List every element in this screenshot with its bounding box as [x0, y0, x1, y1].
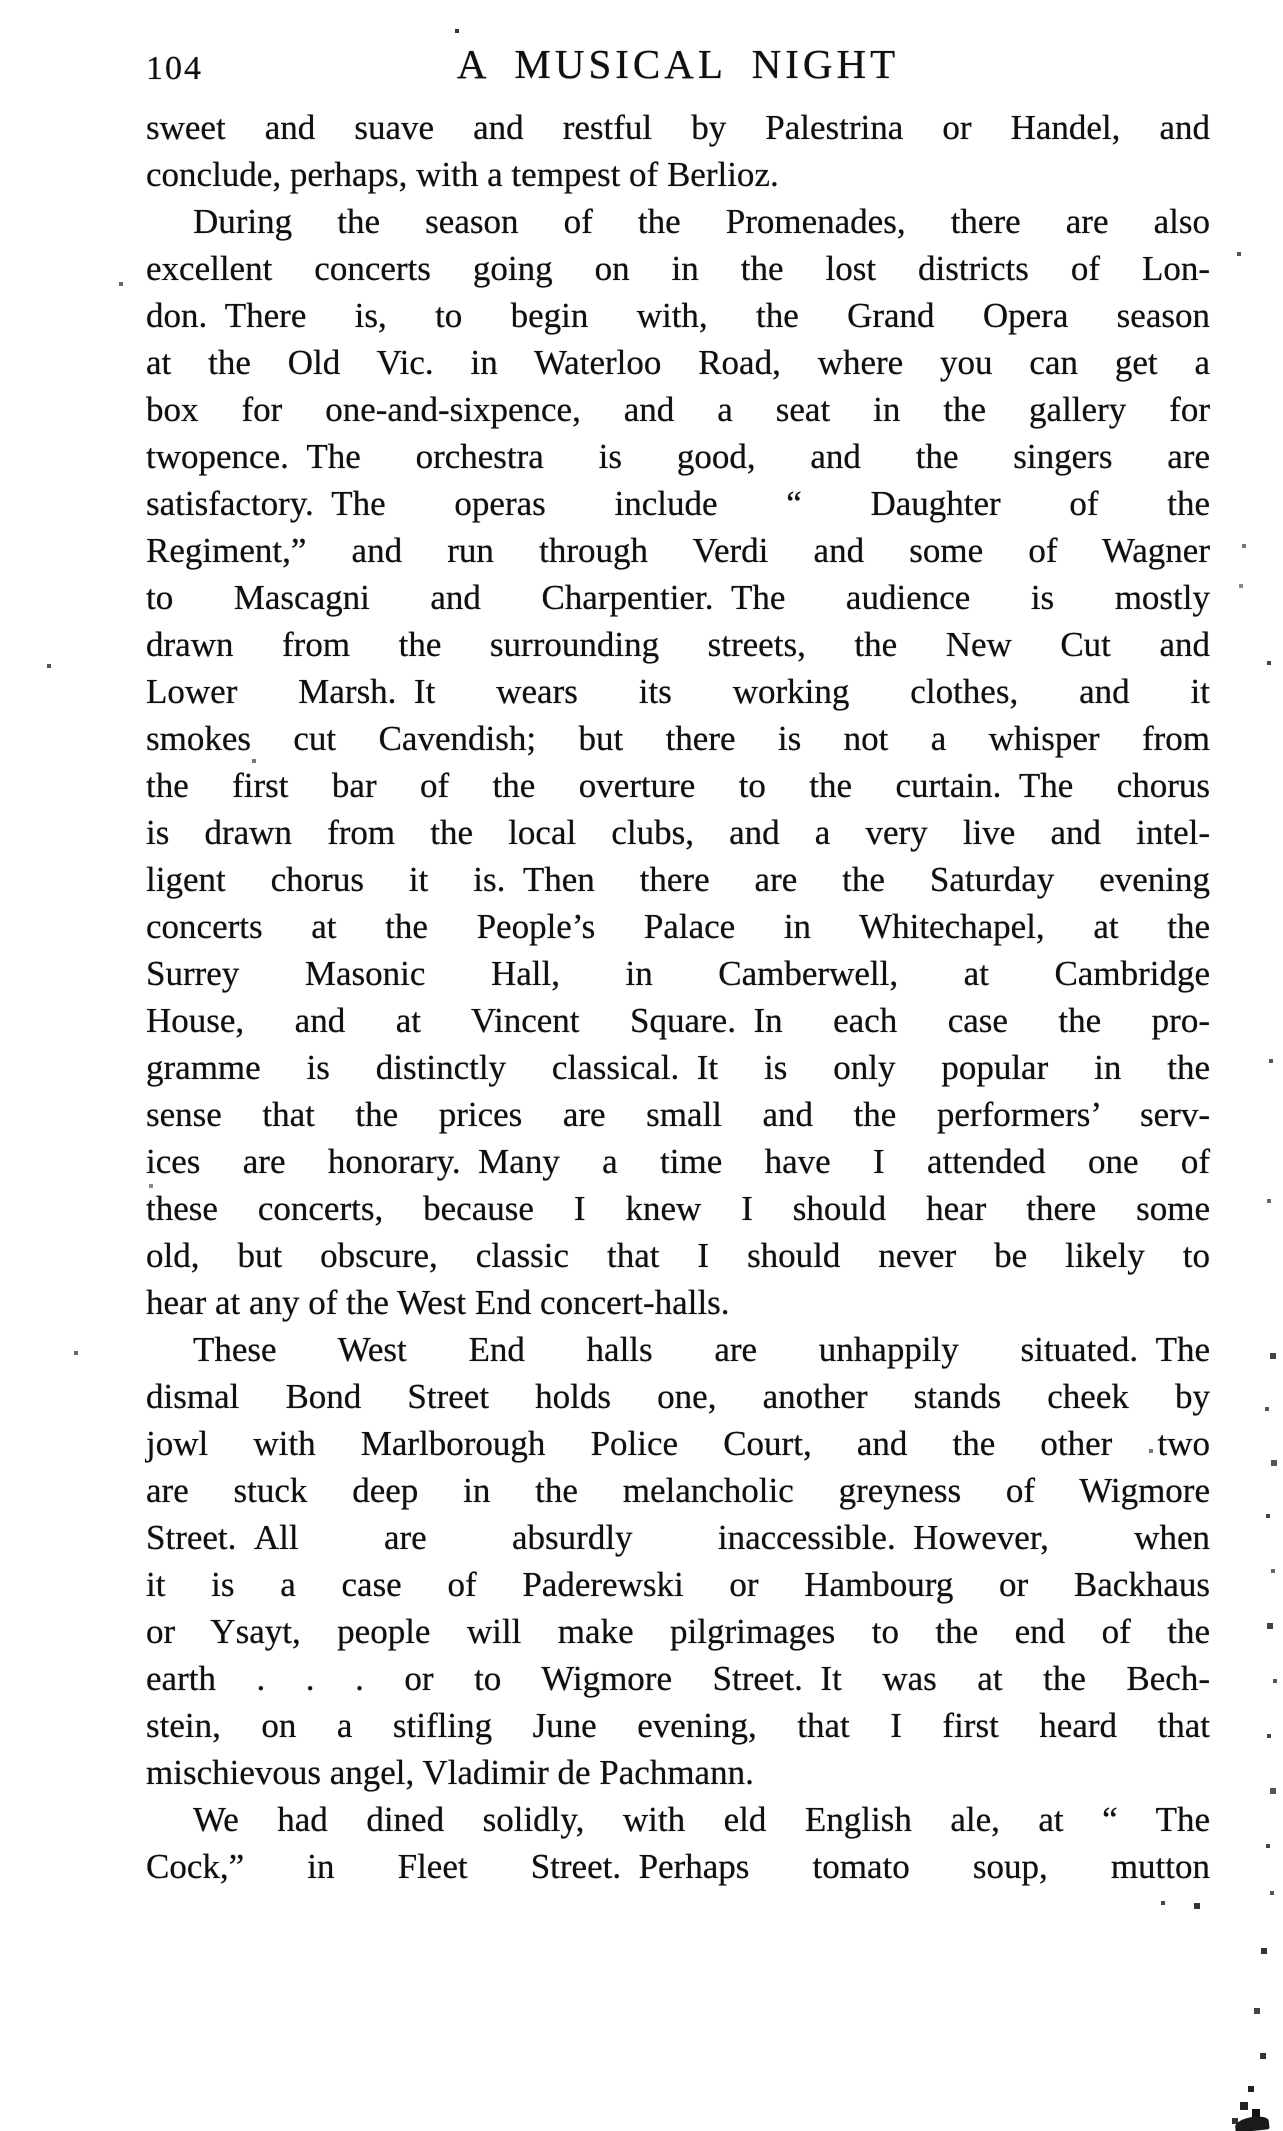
text-line: twopence. The orchestra is good, and the singers are — [146, 437, 1210, 476]
text-line: gramme is distinctly classical. It is only popular in the — [146, 1048, 1210, 1087]
text-line: satisfactory. The operas include “ Daughter of the — [146, 484, 1210, 523]
text-line: Regiment,” and run through Verdi and some of Wagner — [146, 531, 1210, 570]
text-line: During the season of the Promenades, there are also — [193, 202, 1210, 241]
text-line: it is a case of Paderewski or Hambourg or Backhaus — [146, 1565, 1210, 1604]
text-line: Cock,” in Fleet Street. Perhaps tomato soup, mutton — [146, 1847, 1210, 1886]
text-line: ligent chorus it is. Then there are the Saturday evening — [146, 860, 1210, 899]
text-line: the first bar of the overture to the curtain. The chorus — [146, 766, 1210, 805]
text-line: concerts at the People’s Palace in Whitechapel, at the — [146, 907, 1210, 946]
text-line: old, but obscure, classic that I should never be likely to — [146, 1236, 1210, 1275]
text-line: to Mascagni and Charpentier. The audience is mostly — [146, 578, 1210, 617]
page-number: 104 — [146, 50, 203, 87]
text-line: dismal Bond Street holds one, another stands cheek by — [146, 1377, 1210, 1416]
text-line: is drawn from the local clubs, and a very live and intel- — [146, 813, 1210, 852]
running-title: A MUSICAL NIGHT — [456, 41, 900, 87]
text-line: or Ysayt, people will make pilgrimages to the end of the — [146, 1612, 1210, 1651]
text-line: earth . . . or to Wigmore Street. It was at the Bech- — [146, 1659, 1210, 1698]
text-line: hear at any of the West End concert-halls. — [146, 1283, 730, 1322]
text-line: Street. All are absurdly inaccessible. However, when — [146, 1518, 1210, 1557]
text-line: sense that the prices are small and the performers’ serv- — [146, 1095, 1210, 1134]
text-line: don. There is, to begin with, the Grand Opera season — [146, 296, 1210, 335]
text-line: Lower Marsh. It wears its working clothes, and it — [146, 672, 1210, 711]
text-line: at the Old Vic. in Waterloo Road, where you can get a — [146, 343, 1210, 382]
scan-corner-blot — [1234, 2115, 1269, 2131]
body-text — [146, 104, 1210, 1890]
text-line: House, and at Vincent Square. In each case the pro- — [146, 1001, 1210, 1040]
text-line: jowl with Marlborough Police Court, and the other two — [146, 1424, 1210, 1463]
text-line: We had dined solidly, with еld English ale, at “ The — [193, 1800, 1210, 1839]
text-line: These West End halls are unhappily situated. The — [193, 1330, 1210, 1369]
text-line: Surrey Masonic Hall, in Camberwell, at Cambridge — [146, 954, 1210, 993]
text-line: these concerts, because I knew I should hear there some — [146, 1189, 1210, 1228]
text-line: ices are honorary. Many a time have I attended one of — [146, 1142, 1210, 1181]
text-line: excellent concerts going on in the lost districts of Lon- — [146, 249, 1210, 288]
scan-noise-specks — [0, 0, 2, 2]
text-line: are stuck deep in the melancholic greyness of Wigmore — [146, 1471, 1210, 1510]
text-line: conclude, perhaps, with a tempest of Berlioz. — [146, 155, 779, 194]
text-line: smokes cut Cavendish; but there is not a whisper from — [146, 719, 1210, 758]
text-line: sweet and suave and restful by Palestrina or Handel, and — [146, 108, 1210, 147]
text-line: drawn from the surrounding streets, the New Cut and — [146, 625, 1210, 664]
text-line: mischievous angel, Vladimir de Pachmann. — [146, 1753, 754, 1792]
text-line: stein, on a stifling June evening, that I first heard that — [146, 1706, 1210, 1745]
text-line: box for one-and-sixpence, and a seat in the gallery for — [146, 390, 1210, 429]
running-head — [146, 40, 1210, 88]
